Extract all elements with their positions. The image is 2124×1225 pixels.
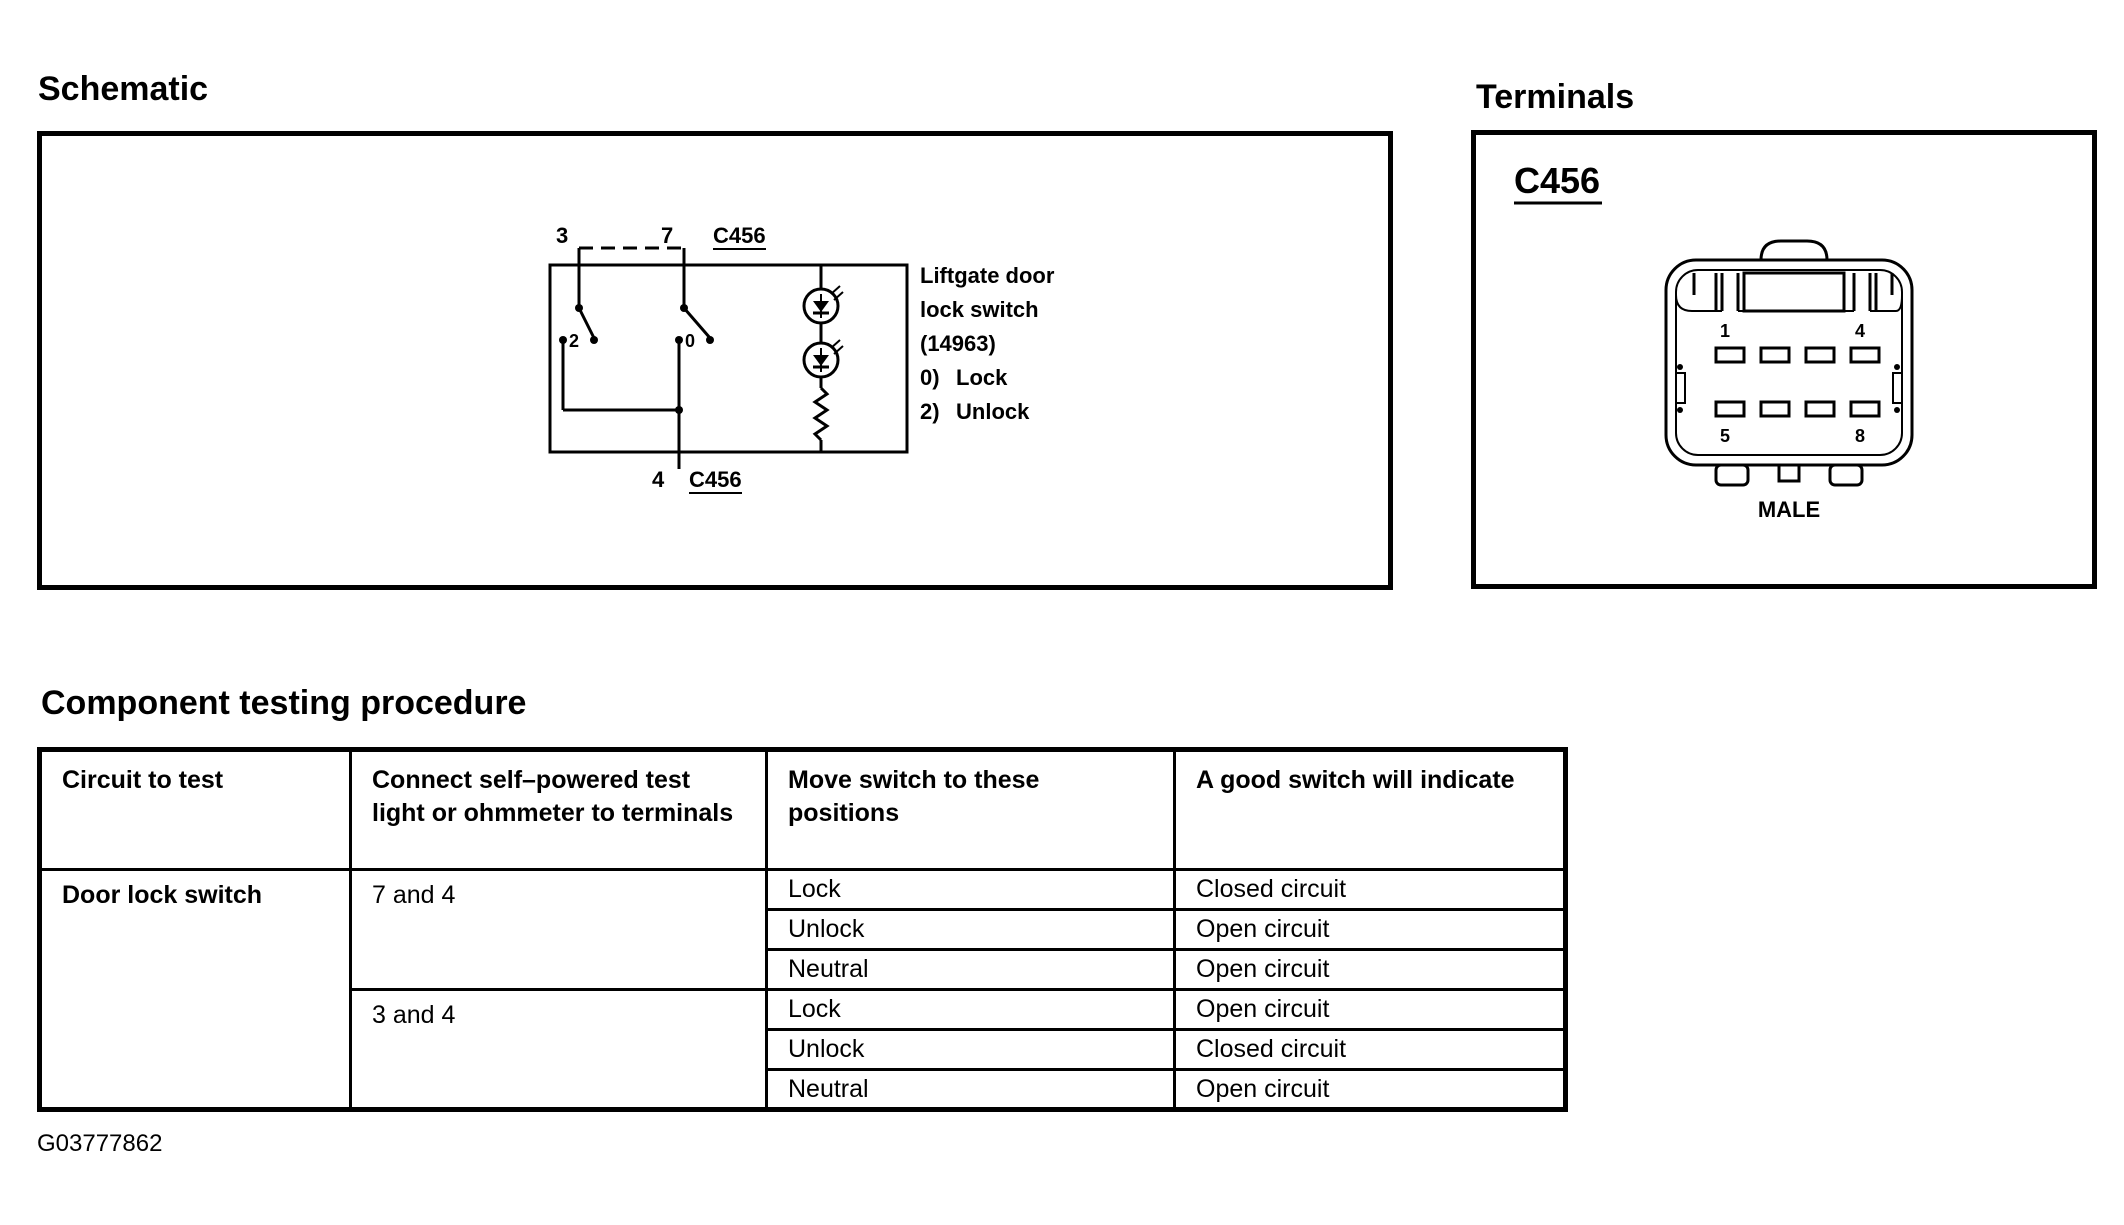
table-header-row [40,750,1566,870]
switch-position-2-label: 2 [569,331,580,351]
component-name-line1: Liftgate door [920,263,1055,288]
terminals-title: Terminals [1476,78,1635,116]
table-row [40,870,1566,910]
pin-5-label: 5 [1720,426,1731,446]
position-cell: Neutral [767,1070,1175,1110]
indication-cell: Closed circuit [1175,870,1566,910]
switch-position-0-label: 0 [685,331,696,351]
indication-cell: Open circuit [1175,990,1566,1030]
switch-housing [550,265,907,452]
testing-title: Component testing procedure [41,684,527,722]
component-name-line2: lock switch [920,297,1039,322]
connector-id: C456 [1514,160,1601,201]
terminal-3-label: 3 [556,223,569,248]
schematic-diagram [42,136,1388,585]
led-icon [804,286,843,323]
position-cell: Lock [767,870,1175,910]
position-cell: Lock [767,990,1175,1030]
legend-key-unlock: 2) [920,399,940,424]
header-circuit: Circuit to test [40,750,351,870]
position-cell: Unlock [767,1030,1175,1070]
header-positions: Move switch to these positions [767,750,1175,870]
pin-1-label: 1 [1720,321,1731,341]
led-icon [804,340,843,377]
resistor-icon [815,388,827,440]
terminals-cell: 7 and 4 [351,870,767,990]
left-switch-blade [579,308,594,338]
figure-id: G03777862 [37,1130,163,1157]
schematic-title: Schematic [38,70,209,108]
pin-4-label: 4 [1855,321,1866,341]
terminals-panel [1471,130,2097,589]
connector-icon [1666,241,1912,485]
legend-label-lock: Lock [956,365,1008,390]
component-part-number: (14963) [920,331,996,356]
circuit-cell: Door lock switch [40,870,351,1110]
indication-cell: Open circuit [1175,1070,1566,1110]
terminal-7-label: 7 [661,223,674,248]
connector-gender: MALE [1757,497,1821,522]
indication-cell: Closed circuit [1175,1030,1566,1070]
legend-label-unlock: Unlock [956,399,1030,424]
header-terminals: Connect self–powered test light or ohmmeter to terminals [351,750,767,870]
position-cell: Unlock [767,910,1175,950]
connector-face-diagram [1476,135,2092,584]
terminals-cell: 3 and 4 [351,990,767,1110]
indication-cell: Open circuit [1175,910,1566,950]
pin-8-label: 8 [1855,426,1866,446]
connector-top-label: C456 [713,223,766,248]
header-indication: A good switch will indicate [1175,750,1566,870]
connector-bottom-label: C456 [689,467,742,492]
indication-cell: Open circuit [1175,950,1566,990]
position-cell: Neutral [767,950,1175,990]
legend-key-lock: 0) [920,365,940,390]
terminal-4-label: 4 [652,467,665,492]
schematic-panel [37,131,1393,590]
component-testing-table [37,747,1568,1112]
